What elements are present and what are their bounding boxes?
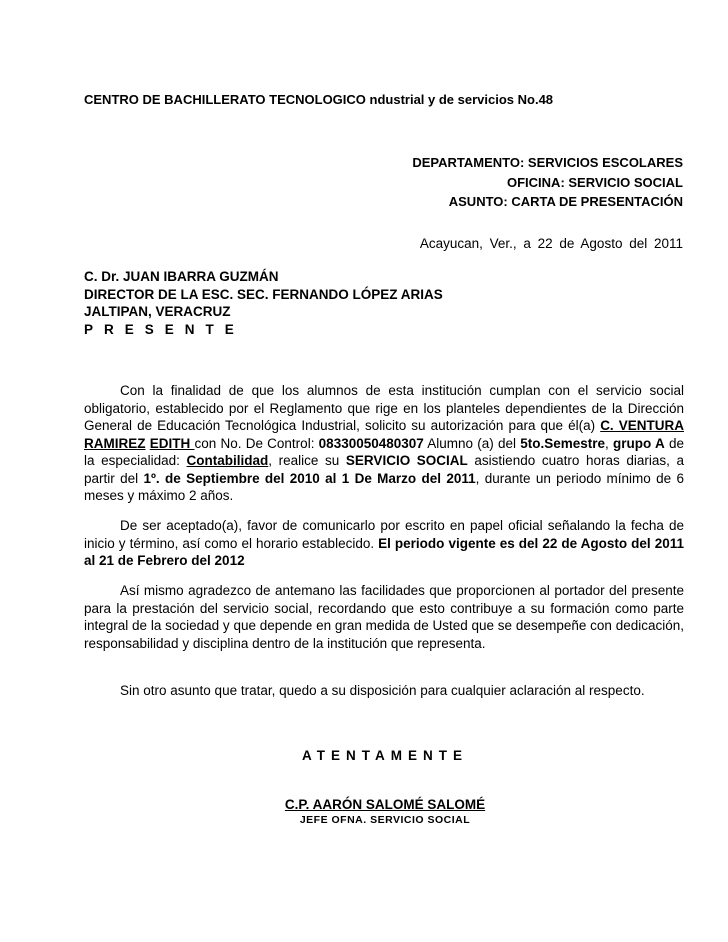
signer-title: JEFE OFNA. SERVICIO SOCIAL xyxy=(299,814,471,826)
paragraph-text: de la especialidad: xyxy=(84,435,684,468)
closing: ATENTAMENTE xyxy=(302,748,468,763)
institution-name: CENTRO DE BACHILLERATO TECNOLOGICO xyxy=(84,92,366,107)
valid-period: El periodo vigente es del 22 de Agosto del 2011 al 21 de Febrero del 2012 xyxy=(84,535,684,568)
subject-line: ASUNTO: CARTA DE PRESENTACIÓN xyxy=(448,194,683,209)
department-line: DEPARTAMENTO: SERVICIOS ESCOLARES xyxy=(412,155,683,170)
control-number: 08330050480307 xyxy=(318,435,424,451)
signer-block xyxy=(0,797,728,812)
group: grupo A xyxy=(613,435,665,451)
body-paragraph-4: Sin otro asunto que tratar, quedo a su disposición para cualquier aclaración al respecto. xyxy=(120,683,645,698)
body-paragraph-3: Así mismo agradezco de antemano las facilidades que proporcionen al portador del presente para la prestación del servicio social, recordando que esto contribuye a su formación como parte integral de la sociedad y que depende en gran medida de Usted que se desempeñe con dedicación, responsabilidad y disciplina dentro de la institución que representa. xyxy=(84,583,684,651)
service-period: 1º. de Septiembre del 2010 al 1 De Marzo del 2011 xyxy=(143,470,476,486)
paragraph-text: , xyxy=(605,435,614,451)
addressee-greeting: PRESENTE xyxy=(84,321,245,337)
signer-name: C.P. AARÓN SALOMÉ SALOMÉ xyxy=(284,797,486,812)
semester: 5to.Semestre xyxy=(520,435,606,451)
paragraph-text: asistiendo cuatro horas diarias, a partir del xyxy=(84,453,684,486)
paragraph-text: De ser aceptado(a), favor de comunicarlo por escrito en papel oficial señalando la fecha de inicio y término, así como el horario establecido. xyxy=(84,518,684,551)
office-line: OFICINA: SERVICIO SOCIAL xyxy=(507,175,683,190)
service-type: SERVICIO SOCIAL xyxy=(345,453,468,468)
paragraph-text: , durante un periodo mínimo de 6 meses y máximo 2 años. xyxy=(84,470,684,503)
addressee-block xyxy=(84,268,443,338)
specialty: Contabilidad xyxy=(186,453,269,468)
place-date: Acayucan, Ver., a 22 de Agosto del 2011 xyxy=(419,236,683,251)
body-paragraph-2 xyxy=(84,517,684,570)
student-surname: C. VENTURA RAMIREZ xyxy=(84,418,684,451)
addressee-name: C. Dr. JUAN IBARRA GUZMÁN xyxy=(84,269,279,284)
body-paragraph-1 xyxy=(84,382,684,505)
paragraph-text: , realice su xyxy=(268,453,346,468)
institution-name-rest: ndustrial y de servicios No.48 xyxy=(365,92,554,107)
institution-header xyxy=(84,92,553,107)
student-name: EDITH xyxy=(149,435,195,451)
paragraph-text: Alumno (a) del xyxy=(423,435,521,451)
paragraph-text: Con la finalidad de que los alumnos de esta institución cumplan con el servicio social obligatorio, establecido por el Reglamento que rige en los planteles dependientes de la Dirección General de Educación Tecnológica Industrial, solicito su autorización para que él(a) xyxy=(84,383,684,433)
addressee-position: DIRECTOR DE LA ESC. SEC. FERNANDO LÓPEZ ARIAS xyxy=(84,286,443,302)
addressee-location: JALTIPAN, VERACRUZ xyxy=(84,304,231,319)
paragraph-text: con No. De Control: xyxy=(194,435,319,451)
